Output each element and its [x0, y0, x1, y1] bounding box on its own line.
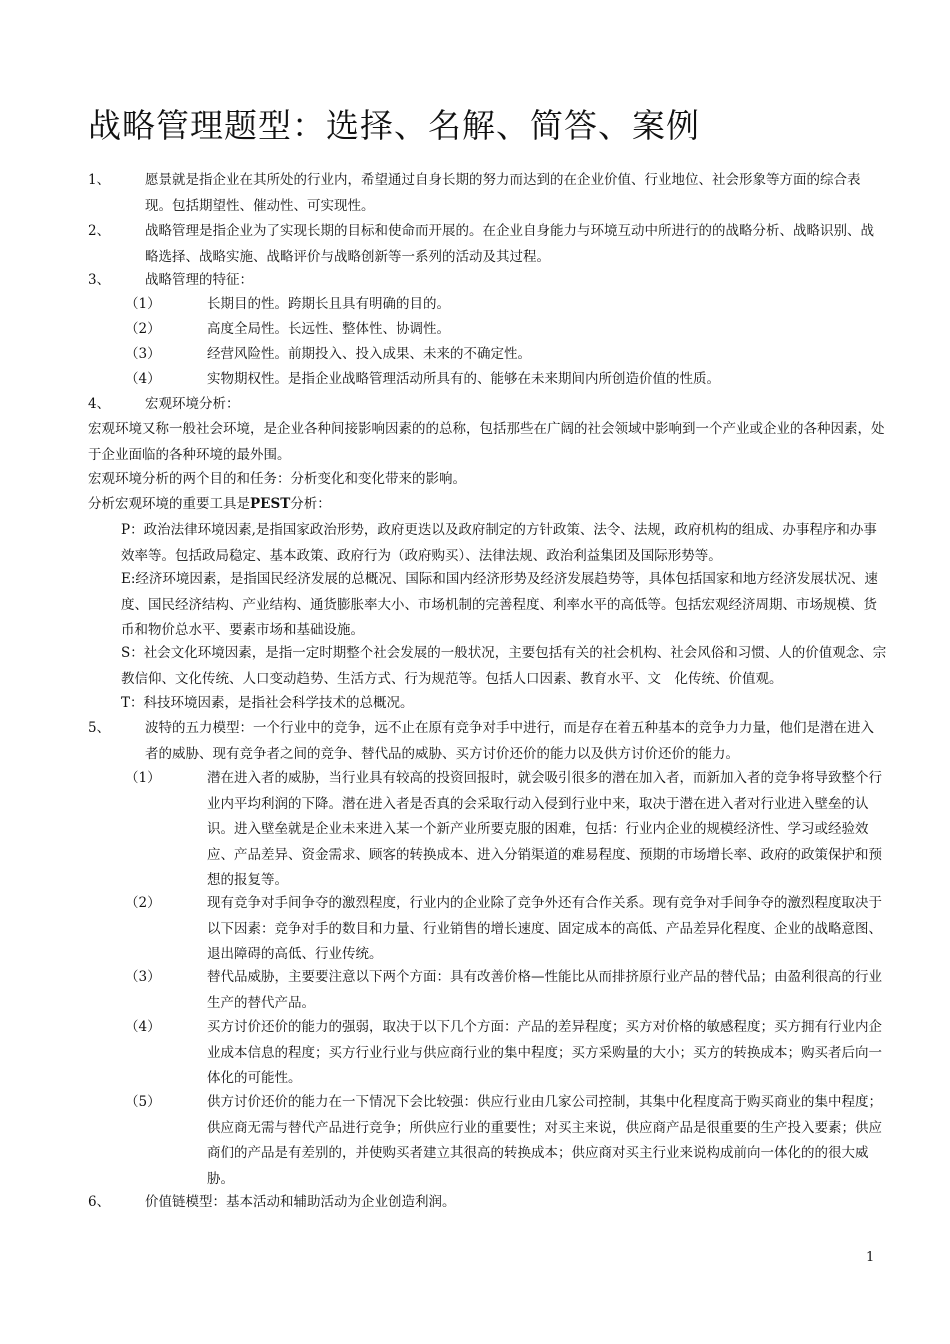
feature-number: （2） — [125, 321, 161, 337]
feature-text: 经营风险性。前期投入、投入成果、未来的不确定性。 — [207, 346, 531, 362]
force-text: 买方讨价还价的能力的强弱，取决于以下几个方面：产品的差异程度；买方对价格的敏感程度；买方拥有行业内企业成本信息的程度；买方行业行业与供应商行业的集中程度；买方采购量的大小；买方的转换成本；购买者后向一体化的可能性。 — [207, 1019, 882, 1086]
force-number: （1） — [125, 770, 161, 786]
force-text: 供方讨价还价的能力在一下情况下会比较强：供应行业由几家公司控制，其集中化程度高于购买商业的集中程度；供应商无需与替代产品进行竞争；所供应行业的重要性；对买主来说，供应商产品是很重要的生产投入要素；供应商们的产品是有差别的，并使购买者建立其很高的转换成本；供应商对买主行业来说构成前向一体化的的很大威胁。 — [207, 1094, 882, 1187]
force-item-5 — [125, 1090, 888, 1194]
force-number: （3） — [125, 969, 161, 985]
pest-intro-text: 分析宏观环境的重要工具是 — [88, 496, 250, 512]
feature-text: 高度全局性。长远性、整体性、协调性。 — [207, 321, 450, 337]
feature-text: 实物期权性。是指企业战略管理活动所具有的、能够在未来期间内所创造价值的性质。 — [207, 371, 720, 387]
feature-text: 长期目的性。跨期长且具有明确的目的。 — [207, 296, 450, 312]
list-item-1 — [88, 168, 888, 220]
force-text: 现有竞争对手间争夺的激烈程度，行业内的企业除了竞争外还有合作关系。现有竞争对手间争夺的激烈程度取决于以下因素：竞争对手的数目和力量、行业销售的增长速度、固定成本的高低、产品差异化程度、企业的战略意图、退出障碍的高低、行业传统。 — [207, 895, 882, 962]
force-number: （5） — [125, 1094, 161, 1110]
list-item-text: 宏观环境分析： — [145, 396, 240, 412]
list-item-2 — [88, 219, 888, 271]
list-item-number: 5、 — [88, 720, 111, 736]
macro-purpose: 宏观环境分析的两个目的和任务：分析变化和变化带来的影响。 — [88, 471, 466, 487]
force-text: 潜在进入者的威胁，当行业具有较高的投资回报时，就会吸引很多的潜在加入者，而新加入者的竞争将导致整个行业内平均利润的下降。潜在进入者是否真的会采取行动入侵到行业中来，取决于潜在进入者对行业进入壁垒的认识。进入壁垒就是企业未来进入某一个新产业所要克服的困难，包括：行业内企业的规模经济性、学习或经验效应、产品差异、资金需求、顾客的转换成本、进入分销渠道的难易程度、预期的市场增长率、政府的政策保护和预想的报复等。 — [207, 770, 882, 888]
list-item-number: 3、 — [88, 272, 111, 288]
feature-number: （3） — [125, 346, 161, 362]
feature-item-4 — [125, 367, 888, 393]
force-item-3 — [125, 965, 888, 1017]
force-item-1 — [125, 766, 888, 894]
list-item-number: 2、 — [88, 223, 111, 239]
pest-political: P：政治法律环境因素,是指国家政治形势，政府更迭以及政府制定的方针政策、法令、法规，政府机构的组成、办事程序和办事效率等。包括政局稳定、基本政策、政府行为（政府购买）、法律法规、政治利益集团及国际形势等。 — [121, 522, 877, 564]
list-item-number: 1、 — [88, 172, 111, 188]
feature-number: （4） — [125, 371, 161, 387]
list-item-text: 波特的五力模型：一个行业中的竞争，远不止在原有竞争对手中进行，而是存在着五种基本的竞争力力量，他们是潜在进入者的威胁、现有竞争者之间的竞争、替代品的威胁、买方讨价还价的能力以及供方讨价还价的能力。 — [145, 720, 874, 762]
list-item-text: 战略管理是指企业为了实现长期的目标和使命而开展的。在企业自身能力与环境互动中所进行的的战略分析、战略识别、战略选择、战略实施、战略评价与战略创新等一系列的活动及其过程。 — [145, 223, 874, 265]
list-item-number: 4、 — [88, 396, 111, 412]
pest-intro-suffix: 分析： — [290, 496, 331, 512]
page-title: 战略管理题型：选择、名解、简答、案例 — [88, 106, 700, 145]
feature-item-3 — [125, 342, 888, 368]
pest-keyword: PEST — [250, 496, 291, 512]
force-number: （2） — [125, 895, 161, 911]
feature-item-2 — [125, 317, 888, 343]
list-item-text: 价值链模型：基本活动和辅助活动为企业创造利润。 — [145, 1194, 456, 1210]
force-item-2 — [125, 891, 888, 969]
force-item-4 — [125, 1015, 888, 1093]
page-number: 1 — [866, 1250, 875, 1265]
feature-number: （1） — [125, 296, 161, 312]
list-item-4 — [88, 392, 888, 418]
macro-pest-intro — [88, 492, 888, 518]
list-item-3 — [88, 268, 888, 294]
pest-economic: E:经济环境因素，是指国民经济发展的总概况、国际和国内经济形势及经济发展趋势等，具体包括国家和地方经济发展状况、速度、国民经济结构、产业结构、通货膨胀率大小、市场机制的完善程度、利率水平的高低等。包括宏观经济周期、市场规模、货币和物价总水平、要素市场和基础设施。 — [121, 571, 878, 638]
pest-social: S：社会文化环境因素，是指一定时期整个社会发展的一般状况，主要包括有关的社会机构、社会风俗和习惯、人的价值观念、宗教信仰、文化传统、人口变动趋势、生活方式、行为规范等。包括人口因素、教育水平、文 化传统、价值观。 — [121, 645, 887, 687]
list-item-number: 6、 — [88, 1194, 111, 1210]
list-item-6 — [88, 1190, 888, 1216]
feature-item-1 — [125, 292, 888, 318]
pest-technological: T：科技环境因素，是指社会科学技术的总概况。 — [121, 695, 414, 711]
macro-definition: 宏观环境又称一般社会环境，是企业各种间接影响因素的的总称，包括那些在广阔的社会领域中影响到一个产业或企业的各种因素，处于企业面临的各种环境的最外围。 — [88, 421, 885, 463]
list-item-text: 愿景就是指企业在其所处的行业内，希望通过自身长期的努力而达到的在企业价值、行业地位、社会形象等方面的综合表现。包括期望性、催动性、可实现性。 — [145, 172, 861, 214]
list-item-text: 战略管理的特征： — [145, 272, 253, 288]
list-item-5 — [88, 716, 888, 768]
force-text: 替代品威胁，主要要注意以下两个方面：具有改善价格—性能比从而排挤原行业产品的替代品；由盈利很高的行业生产的替代产品。 — [207, 969, 882, 1011]
force-number: （4） — [125, 1019, 161, 1035]
